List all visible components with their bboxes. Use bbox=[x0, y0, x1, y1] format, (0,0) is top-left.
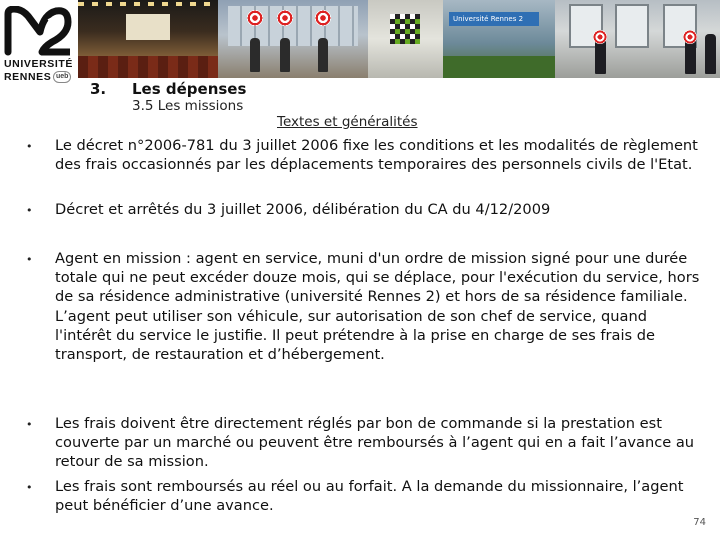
pixel-art-photo bbox=[368, 0, 443, 78]
section-number: 3. bbox=[90, 80, 107, 98]
campus-sign-photo bbox=[443, 0, 555, 78]
bullet-icon: • bbox=[26, 253, 33, 266]
bullet-icon: • bbox=[26, 204, 33, 217]
university-logo-mark-icon bbox=[4, 6, 74, 56]
header-photo-strip bbox=[78, 0, 720, 78]
list-item: Agent en mission : agent en service, muni d'un ordre de mission signé pour une durée totale qui ne peut excéder douze mois, qui se déplace, pour l'exécution du service, hors de sa résidence administrative (université Rennes 2) et hors de sa résidence familiale. L’agent peut utiliser son véhicule, sur autorisation de son chef de service, quand l'intérêt du service le justifie. Il peut prétendre à la prise en charge de ses frais de transport, de restauration et d’hébergement. bbox=[55, 250, 700, 364]
logo-city-label: RENNES bbox=[4, 71, 52, 83]
section-title: Les dépenses bbox=[132, 80, 247, 98]
page-number: 74 bbox=[693, 517, 706, 528]
list-item: Décret et arrêtés du 3 juillet 2006, délibération du CA du 4/12/2009 bbox=[55, 201, 551, 218]
bullet-icon: • bbox=[26, 418, 33, 431]
list-item: Les frais sont remboursés au réel ou au forfait. A la demande du missionnaire, l’agent peut bénéficier d’une avance. bbox=[55, 478, 684, 515]
bullet-icon: • bbox=[26, 140, 33, 153]
auditorium-photo bbox=[78, 0, 218, 78]
lobby-photo bbox=[218, 0, 368, 78]
list-item: Le décret n°2006-781 du 3 juillet 2006 fixe les conditions et les modalités de règlement des frais occasionnés par les déplacements temporaires des personnels civils de l'Etat. bbox=[55, 137, 698, 174]
subsection-title: 3.5 Les missions bbox=[132, 98, 244, 114]
building-photo bbox=[555, 0, 720, 78]
logo-university-label: UNIVERSITÉ bbox=[4, 58, 74, 70]
university-logo bbox=[4, 6, 78, 92]
list-item: Les frais doivent être directement réglés par bon de commande si la prestation est couverte par un marché ou peuvent être remboursés à l’agent qui en a fait l’avance au retour de sa mission. bbox=[55, 415, 695, 471]
campus-sign-text: Université Rennes 2 bbox=[453, 15, 524, 23]
logo-ueb-badge: ueb bbox=[53, 71, 71, 83]
topic-title: Textes et généralités bbox=[277, 114, 418, 130]
bullet-icon: • bbox=[26, 481, 33, 494]
